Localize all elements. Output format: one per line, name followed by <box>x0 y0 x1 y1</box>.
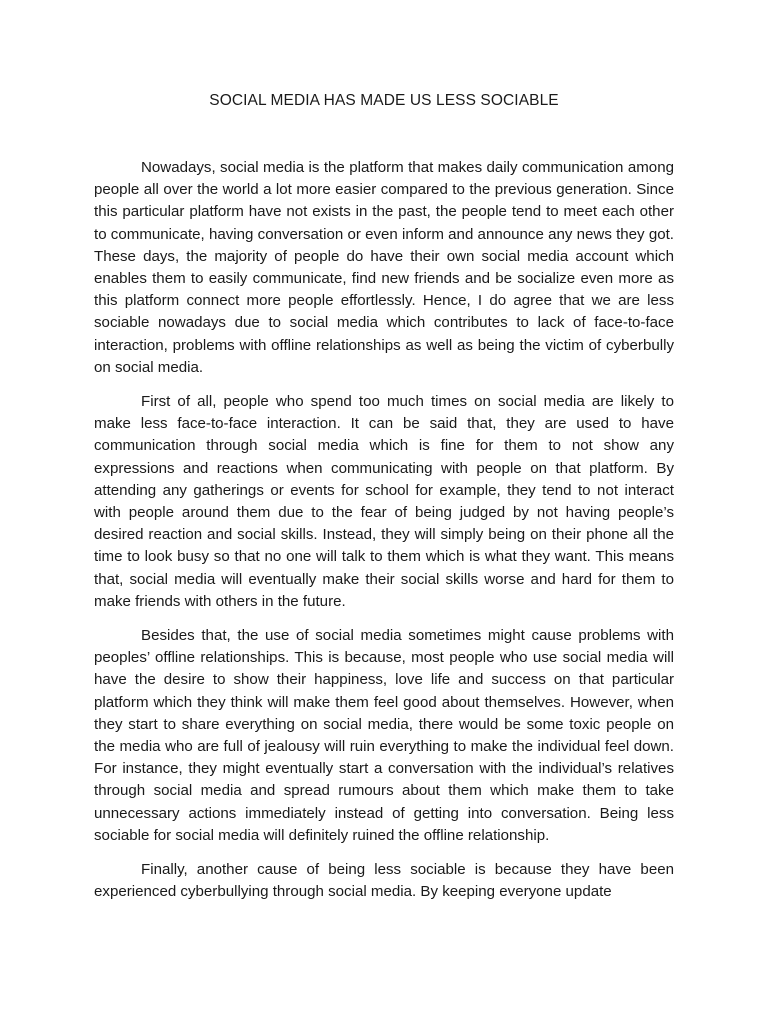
paragraph-offline-relationships: Besides that, the use of social media sometimes might cause problems with peoples’ offline relationships. This is because, most people who use social media will have the desire to show their happiness, love life and success on that particular platform which they think will make them feel good about themselves. However, when they start to share everything on social media, there would be some toxic people on the media who are full of jealousy will ruin everything to make the individual feel down. For instance, they might eventually start a conversation with the individual’s relatives through social media and spread rumours about them which make them to take unnecessary actions immediately instead of getting into conversation. Being less sociable for social media will definitely ruined the offline relationship. <box>94 627 674 844</box>
document-title: SOCIAL MEDIA HAS MADE US LESS SOCIABLE <box>209 92 559 109</box>
paragraph-intro: Nowadays, social media is the platform that makes daily communication among people all over the world a lot more easier compared to the previous generation. Since this particular platform have not exists in the past, the people tend to meet each other to communicate, having conversation or even inform and announce any news they got. These days, the majority of people do have their own social media account which enables them to easily communicate, find new friends and be socialize even more as this platform connect more people effortlessly. Hence, I do agree that we are less sociable nowadays due to social media which contributes to lack of face-to-face interaction, problems with offline relationships as well as being the victim of cyberbully on social media. <box>94 159 674 376</box>
document-body <box>94 157 674 916</box>
paragraph-cyberbullying: Finally, another cause of being less sociable is because they have been experienced cyberbullying through social media. By keeping everyone update <box>94 861 674 901</box>
paragraph-face-to-face: First of all, people who spend too much times on social media are likely to make less face-to-face interaction. It can be said that, they are used to have communication through social media which is fine for them to not show any expressions and reactions when communicating with people on that platform. By attending any gatherings or events for school for example, they tend to not interact with people around them due to the fear of being judged by not having people’s desired reaction and social skills. Instead, they will simply being on their phone all the time to look busy so that no one will talk to them which is what they want. This means that, social media will eventually make their social skills worse and hard for them to make friends with others in the future. <box>94 393 674 610</box>
